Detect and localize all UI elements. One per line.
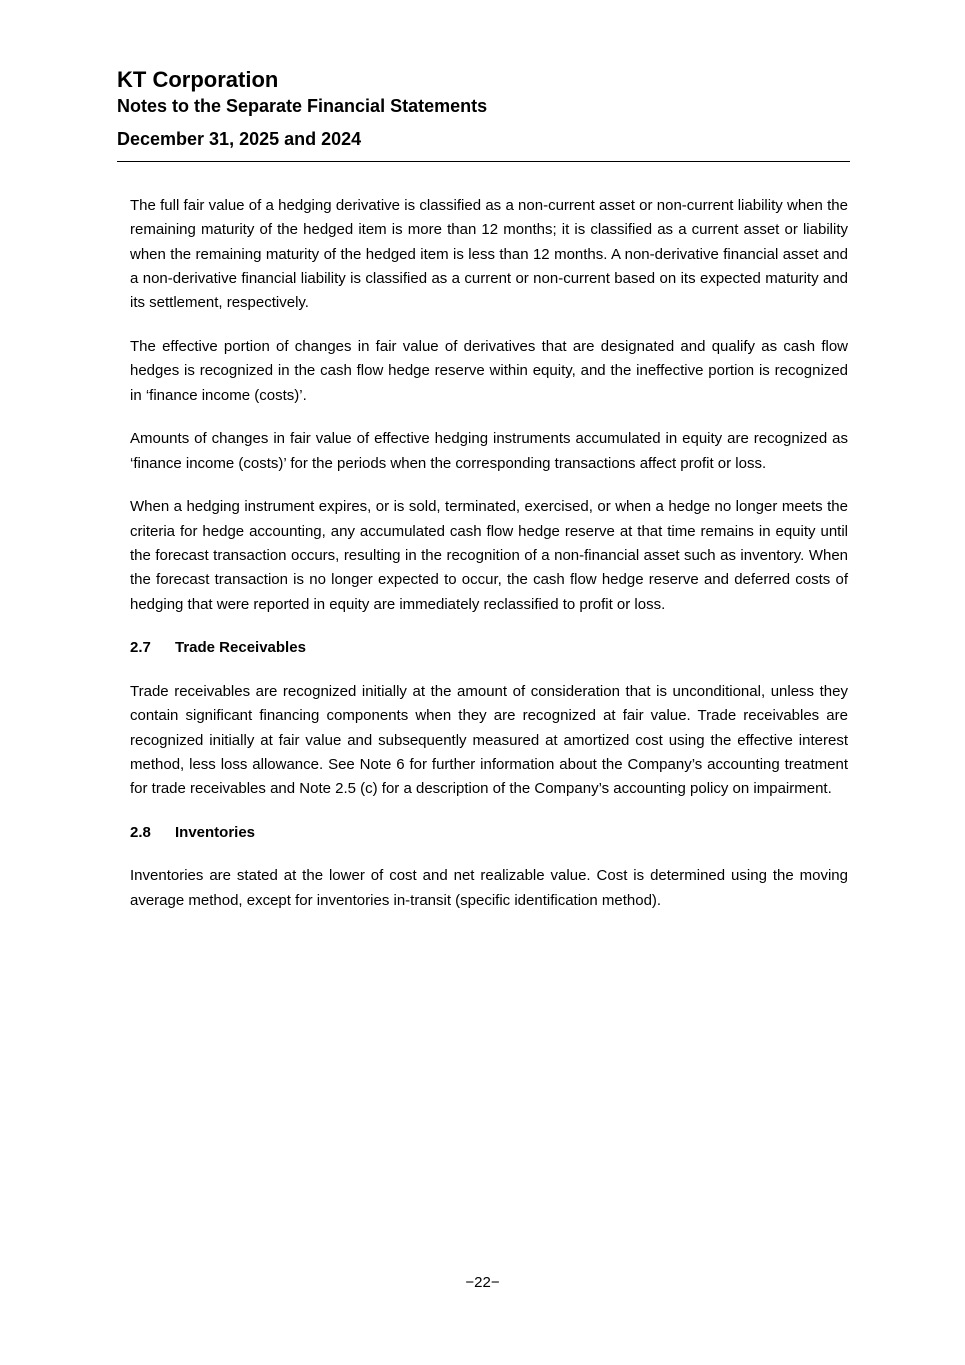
section-number: 2.7 [130, 639, 151, 657]
section-heading-trade-receivables [130, 636, 848, 660]
header-divider [117, 161, 850, 162]
company-name: KT Corporation [117, 67, 279, 92]
document-header [117, 66, 850, 151]
paragraph-cash-flow-hedges: The effective portion of changes in fair value of derivatives that are designated and qualify as cash flow hedges is recognized in the cash flow hedge reserve within equity, and the ineffective portion is recognized in ‘finance income (costs)’. [130, 337, 848, 404]
page-number: −22− [465, 1274, 500, 1291]
section-heading-inventories [130, 821, 848, 845]
paragraph-accumulated-amounts: Amounts of changes in fair value of effective hedging instruments accumulated in equity are recognized as ‘finance income (costs)’ for the periods when the corresponding transactions affect profit or loss. [130, 430, 848, 472]
section-title: Inventories [175, 823, 256, 841]
document-date: December 31, 2025 and 2024 [117, 129, 362, 149]
section-number: 2.8 [130, 823, 151, 841]
paragraph-hedge-expiry: When a hedging instrument expires, or is sold, terminated, exercised, or when a hedge no longer meets the criteria for hedge accounting, any accumulated cash flow hedge reserve at that time remains in equity until the forecast transaction occurs, resulting in the recognition of a non-financial asset such as inventory. When the forecast transaction is no longer expected to occur, the cash flow hedge reserve and deferred costs of hedging that were reported in equity are immediately reclassified to profit or loss. [130, 498, 848, 613]
paragraph-trade-receivables: Trade receivables are recognized initially at the amount of consideration that is unconditional, unless they contain significant financing components when they are recognized at fair value. Trade receivables are recognized initially at fair value and subsequently measured at amortized cost using the effective interest method, less loss allowance. See Note 6 for further information about the Company’s accounting treatment for trade receivables and Note 2.5 (c) for a description of the Company’s accounting policy on impairment. [130, 682, 848, 798]
document-subtitle: Notes to the Separate Financial Statements [117, 96, 488, 116]
document-body [130, 194, 848, 933]
paragraph-hedging-classification: The full fair value of a hedging derivative is classified as a non-current asset or non-current liability when the remaining maturity of the hedged item is more than 12 months; it is classified as a current asset or liability when the remaining maturity of the hedged item is less than 12 months. A non-derivative financial asset and a non-derivative financial liability is classified as a current or non-current based on its expected maturity and its settlement, respectively. [130, 197, 848, 312]
paragraph-inventories: Inventories are stated at the lower of cost and net realizable value. Cost is determined using the moving average method, except for inventories in-transit (specific identification method). [130, 867, 848, 909]
section-title: Trade Receivables [175, 639, 306, 657]
